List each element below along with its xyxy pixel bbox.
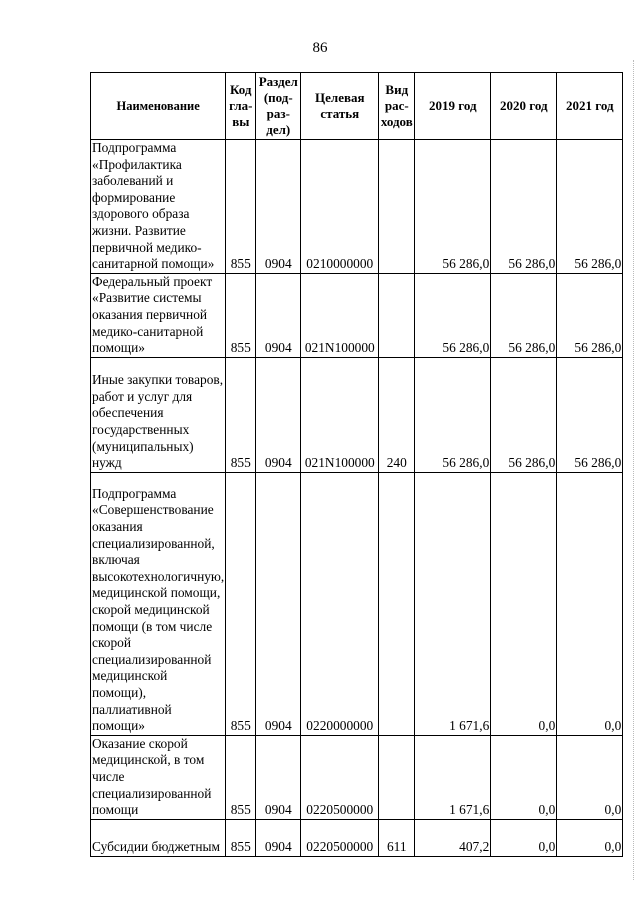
row-code: 855 <box>226 140 256 274</box>
row-2021: 56 286,0 <box>557 273 623 357</box>
row-section: 0904 <box>256 472 301 735</box>
row-2019: 1 671,6 <box>415 735 491 819</box>
header-section-line: (под- <box>263 90 293 105</box>
budget-table <box>90 72 623 857</box>
row-section: 0904 <box>256 273 301 357</box>
row-kind: 240 <box>379 357 415 472</box>
header-kind-line: ходов <box>380 114 413 129</box>
row-section: 0904 <box>256 140 301 274</box>
header-target <box>301 73 379 140</box>
row-2020: 56 286,0 <box>491 140 557 274</box>
row-2021: 56 286,0 <box>557 140 623 274</box>
row-2019: 1 671,6 <box>415 472 491 735</box>
table-row <box>91 357 623 472</box>
table-row <box>91 735 623 819</box>
row-name: Иные закупки товаров, работ и услуг для обеспечения государственных (муниципальных) нужд <box>91 357 226 472</box>
header-target-line: статья <box>320 106 360 121</box>
row-2019: 407,2 <box>415 819 491 856</box>
header-target-line: Целевая <box>315 90 365 105</box>
row-2020: 0,0 <box>491 735 557 819</box>
header-section-line: Раздел <box>258 74 298 89</box>
row-kind: 611 <box>379 819 415 856</box>
row-kind <box>379 273 415 357</box>
row-2020: 56 286,0 <box>491 357 557 472</box>
row-name: Подпрограмма «Совершенствование оказания специализированной, включая высокотехнологичную, медицинской помощи, скорой медицинской помощи (в том числе скорой специализированной медицинской помощи), паллиативной помощи» <box>91 472 226 735</box>
row-2019: 56 286,0 <box>415 140 491 274</box>
row-code: 855 <box>226 819 256 856</box>
table-header-row <box>91 73 623 140</box>
row-kind <box>379 735 415 819</box>
row-2021: 0,0 <box>557 472 623 735</box>
row-code: 855 <box>226 357 256 472</box>
row-name: Оказание скорой медицинской, в том числе специализированной помощи <box>91 735 226 819</box>
scan-edge-marks <box>630 60 634 880</box>
row-section: 0904 <box>256 357 301 472</box>
row-kind <box>379 472 415 735</box>
row-section: 0904 <box>256 735 301 819</box>
row-target: 0220000000 <box>301 472 379 735</box>
row-code: 855 <box>226 273 256 357</box>
row-2020: 56 286,0 <box>491 273 557 357</box>
row-section: 0904 <box>256 819 301 856</box>
row-kind <box>379 140 415 274</box>
header-code <box>226 73 256 140</box>
page-number: 86 <box>312 40 328 56</box>
row-target: 0220500000 <box>301 735 379 819</box>
header-code-line: вы <box>232 114 250 129</box>
header-kind-line: рас- <box>384 98 409 113</box>
row-code: 855 <box>226 472 256 735</box>
header-name: Наименование <box>91 73 226 140</box>
table-row <box>91 273 623 357</box>
row-target: 021N100000 <box>301 357 379 472</box>
header-2021: 2021 год <box>557 73 623 140</box>
row-2021: 56 286,0 <box>557 357 623 472</box>
header-kind-line: Вид <box>385 82 409 97</box>
row-name: Субсидии бюджетным <box>91 819 226 856</box>
header-code-line: Код <box>230 82 252 97</box>
row-2021: 0,0 <box>557 819 623 856</box>
row-name: Федеральный проект «Развитие системы оказания первичной медико-санитарной помощи» <box>91 273 226 357</box>
row-name: Подпрограмма «Профилактика заболеваний и формирование здорового образа жизни. Развитие первичной медико-санитарной помощи» <box>91 140 226 274</box>
table-row <box>91 819 623 856</box>
row-2019: 56 286,0 <box>415 357 491 472</box>
header-section-line: дел) <box>266 122 291 137</box>
header-2019: 2019 год <box>415 73 491 140</box>
row-target: 0220500000 <box>301 819 379 856</box>
header-kind <box>379 73 415 140</box>
header-section <box>256 73 301 140</box>
row-2020: 0,0 <box>491 472 557 735</box>
row-target: 0210000000 <box>301 140 379 274</box>
row-2019: 56 286,0 <box>415 273 491 357</box>
row-2021: 0,0 <box>557 735 623 819</box>
header-code-line: гла- <box>229 98 253 113</box>
row-code: 855 <box>226 735 256 819</box>
row-target: 021N100000 <box>301 273 379 357</box>
header-2020: 2020 год <box>491 73 557 140</box>
table-row <box>91 472 623 735</box>
table-row <box>91 140 623 274</box>
row-2020: 0,0 <box>491 819 557 856</box>
header-section-line: раз- <box>266 106 290 121</box>
